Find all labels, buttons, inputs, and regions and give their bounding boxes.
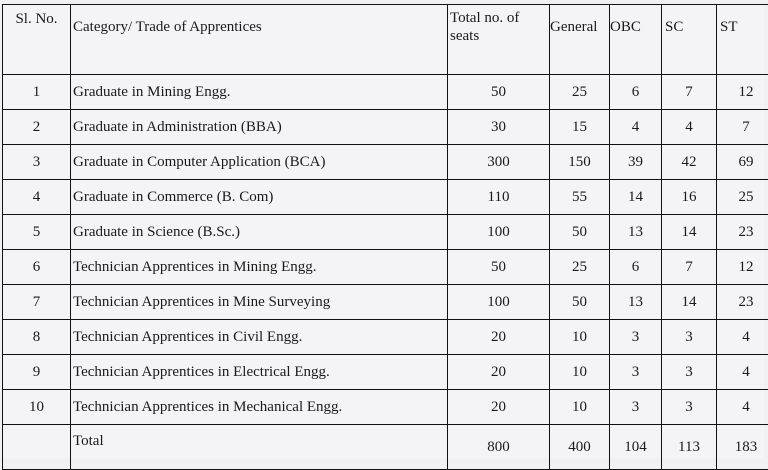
cell-general: 10 xyxy=(550,355,610,390)
cell-category: Technician Apprentices in Electrical Engg. xyxy=(71,355,448,390)
total-sl-cell xyxy=(3,425,71,470)
cell-sl-no: 7 xyxy=(3,285,71,320)
cell-sc: 16 xyxy=(662,180,717,215)
apprentice-seats-table xyxy=(2,4,768,470)
cell-sc: 14 xyxy=(662,215,717,250)
cell-category: Graduate in Commerce (B. Com) xyxy=(71,180,448,215)
total-row xyxy=(3,425,768,470)
cell-obc: 3 xyxy=(610,355,662,390)
cell-category: Technician Apprentices in Civil Engg. xyxy=(71,320,448,355)
cell-category: Technician Apprentices in Mechanical Engg. xyxy=(71,390,448,425)
total-seats-sum: 800 xyxy=(448,425,550,470)
cell-sc: 42 xyxy=(662,145,717,180)
cell-total: 50 xyxy=(448,75,550,110)
document-sheet xyxy=(2,4,764,458)
table-row xyxy=(3,320,768,355)
cell-total: 100 xyxy=(448,285,550,320)
cell-total: 300 xyxy=(448,145,550,180)
cell-sc: 3 xyxy=(662,320,717,355)
cell-category: Graduate in Administration (BBA) xyxy=(71,110,448,145)
cell-st: 23 xyxy=(717,285,768,320)
table-row xyxy=(3,110,768,145)
cell-sc: 4 xyxy=(662,110,717,145)
header-obc: OBC xyxy=(610,5,662,75)
cell-category: Graduate in Computer Application (BCA) xyxy=(71,145,448,180)
table-row xyxy=(3,250,768,285)
cell-obc: 3 xyxy=(610,390,662,425)
total-st-sum: 183 xyxy=(717,425,768,470)
cell-sl-no: 6 xyxy=(3,250,71,285)
cell-sc: 3 xyxy=(662,390,717,425)
cell-total: 20 xyxy=(448,320,550,355)
cell-total: 20 xyxy=(448,390,550,425)
cell-st: 12 xyxy=(717,250,768,285)
cell-obc: 13 xyxy=(610,215,662,250)
cell-sl-no: 10 xyxy=(3,390,71,425)
total-sc-sum: 113 xyxy=(662,425,717,470)
cell-category: Technician Apprentices in Mine Surveying xyxy=(71,285,448,320)
cell-sl-no: 4 xyxy=(3,180,71,215)
cell-general: 10 xyxy=(550,320,610,355)
cell-st: 4 xyxy=(717,355,768,390)
cell-obc: 3 xyxy=(610,320,662,355)
cell-general: 50 xyxy=(550,215,610,250)
cell-st: 7 xyxy=(717,110,768,145)
cell-obc: 6 xyxy=(610,75,662,110)
cell-general: 25 xyxy=(550,250,610,285)
table-row xyxy=(3,75,768,110)
cell-sl-no: 1 xyxy=(3,75,71,110)
cell-sl-no: 3 xyxy=(3,145,71,180)
header-category: Category/ Trade of Apprentices xyxy=(71,5,448,75)
cell-sl-no: 8 xyxy=(3,320,71,355)
cell-sc: 7 xyxy=(662,75,717,110)
cell-general: 15 xyxy=(550,110,610,145)
header-row xyxy=(3,5,768,75)
cell-st: 23 xyxy=(717,215,768,250)
cell-general: 25 xyxy=(550,75,610,110)
cell-category: Graduate in Science (B.Sc.) xyxy=(71,215,448,250)
cell-total: 20 xyxy=(448,355,550,390)
cell-sc: 14 xyxy=(662,285,717,320)
table-body xyxy=(3,75,768,425)
cell-st: 25 xyxy=(717,180,768,215)
cell-st: 12 xyxy=(717,75,768,110)
cell-obc: 6 xyxy=(610,250,662,285)
cell-total: 100 xyxy=(448,215,550,250)
cell-sc: 3 xyxy=(662,355,717,390)
cell-category: Graduate in Mining Engg. xyxy=(71,75,448,110)
cell-general: 55 xyxy=(550,180,610,215)
cell-category: Technician Apprentices in Mining Engg. xyxy=(71,250,448,285)
cell-obc: 4 xyxy=(610,110,662,145)
total-general-sum: 400 xyxy=(550,425,610,470)
cell-total: 30 xyxy=(448,110,550,145)
header-general: General xyxy=(550,5,610,75)
cell-obc: 13 xyxy=(610,285,662,320)
cell-total: 50 xyxy=(448,250,550,285)
cell-total: 110 xyxy=(448,180,550,215)
table-row xyxy=(3,285,768,320)
table-row xyxy=(3,215,768,250)
header-sl-no: Sl. No. xyxy=(3,5,71,75)
cell-obc: 14 xyxy=(610,180,662,215)
cell-sl-no: 5 xyxy=(3,215,71,250)
cell-st: 4 xyxy=(717,390,768,425)
cell-st: 4 xyxy=(717,320,768,355)
table-row xyxy=(3,390,768,425)
cell-sl-no: 9 xyxy=(3,355,71,390)
header-sc: SC xyxy=(662,5,717,75)
table-row xyxy=(3,145,768,180)
header-total-seats: Total no. of seats xyxy=(448,5,550,75)
cell-obc: 39 xyxy=(610,145,662,180)
cell-sc: 7 xyxy=(662,250,717,285)
table-row xyxy=(3,180,768,215)
cell-general: 50 xyxy=(550,285,610,320)
header-st: ST xyxy=(717,5,768,75)
total-obc-sum: 104 xyxy=(610,425,662,470)
cell-sl-no: 2 xyxy=(3,110,71,145)
cell-st: 69 xyxy=(717,145,768,180)
cell-general: 150 xyxy=(550,145,610,180)
total-label: Total xyxy=(71,425,448,470)
cell-general: 10 xyxy=(550,390,610,425)
table-row xyxy=(3,355,768,390)
